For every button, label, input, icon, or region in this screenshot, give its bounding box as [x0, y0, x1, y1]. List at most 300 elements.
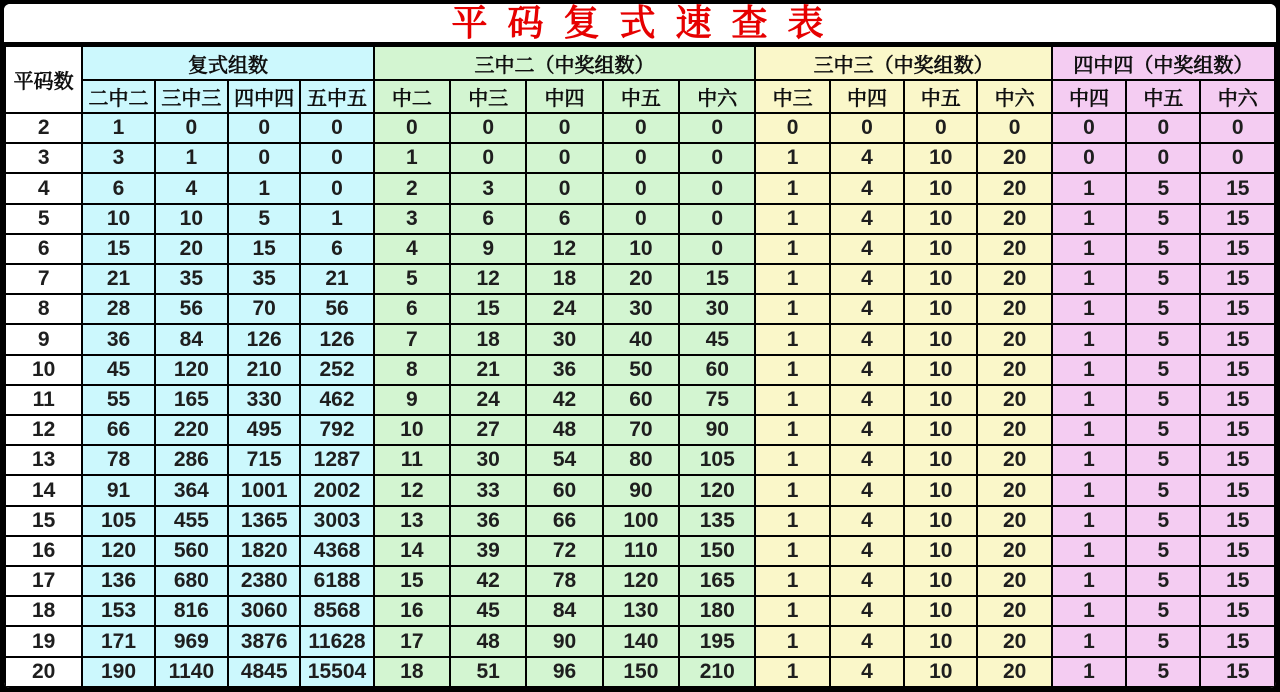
cell-fushi-1: 36	[82, 324, 154, 354]
cell-4zhong4-2: 5	[1126, 566, 1200, 596]
cell-fushi-4: 15504	[300, 657, 373, 687]
cell-fushi-2: 364	[155, 475, 228, 505]
cell-3zhong2-4: 90	[603, 475, 679, 505]
cell-3zhong3-3: 10	[904, 173, 977, 203]
cell-fushi-4: 3003	[300, 506, 373, 536]
cell-4zhong4-2: 5	[1126, 506, 1200, 536]
cell-3zhong2-2: 51	[450, 657, 526, 687]
cell-4zhong4-3: 15	[1200, 324, 1275, 354]
cell-3zhong3-3: 10	[904, 204, 977, 234]
cell-fushi-1: 3	[82, 143, 154, 173]
cell-pingma-count: 9	[5, 324, 82, 354]
cell-3zhong2-3: 12	[526, 234, 602, 264]
cell-3zhong2-4: 120	[603, 566, 679, 596]
col-header-4zhong4-z5: 中五	[1126, 80, 1200, 113]
cell-3zhong2-4: 0	[603, 204, 679, 234]
cell-fushi-4: 0	[300, 113, 373, 143]
cell-3zhong3-2: 4	[830, 324, 904, 354]
cell-3zhong3-4: 20	[977, 234, 1051, 264]
cell-3zhong3-2: 4	[830, 355, 904, 385]
cell-3zhong3-3: 0	[904, 113, 977, 143]
cell-4zhong4-3: 15	[1200, 536, 1275, 566]
cell-3zhong3-2: 4	[830, 294, 904, 324]
cell-fushi-4: 1	[300, 204, 373, 234]
sub-header-row	[5, 80, 1275, 113]
cell-3zhong2-3: 0	[526, 113, 602, 143]
cell-4zhong4-3: 15	[1200, 204, 1275, 234]
table-row	[5, 234, 1275, 264]
group-header-fushi: 复式组数	[82, 46, 373, 80]
cell-3zhong2-5: 90	[679, 415, 755, 445]
cell-fushi-1: 6	[82, 173, 154, 203]
table-row	[5, 173, 1275, 203]
cell-pingma-count: 14	[5, 475, 82, 505]
cell-3zhong3-1: 1	[755, 475, 829, 505]
cell-3zhong3-1: 1	[755, 536, 829, 566]
cell-fushi-4: 11628	[300, 626, 373, 656]
cell-3zhong2-2: 0	[450, 143, 526, 173]
cell-4zhong4-2: 5	[1126, 657, 1200, 687]
col-header-3zhong2-z3: 中三	[450, 80, 526, 113]
cell-fushi-4: 252	[300, 355, 373, 385]
table-row	[5, 596, 1275, 626]
cell-3zhong2-2: 39	[450, 536, 526, 566]
cell-3zhong3-3: 10	[904, 657, 977, 687]
cell-3zhong2-5: 0	[679, 173, 755, 203]
cell-3zhong3-3: 10	[904, 415, 977, 445]
cell-3zhong2-3: 78	[526, 566, 602, 596]
cell-fushi-3: 330	[228, 385, 300, 415]
cell-pingma-count: 11	[5, 385, 82, 415]
group-header-3zhong2: 三中二（中奖组数）	[374, 46, 756, 80]
cell-fushi-4: 1287	[300, 445, 373, 475]
cell-4zhong4-3: 15	[1200, 355, 1275, 385]
col-header-3zhong2-z4: 中四	[526, 80, 602, 113]
cell-3zhong2-3: 60	[526, 475, 602, 505]
cell-fushi-4: 6	[300, 234, 373, 264]
table-row	[5, 626, 1275, 656]
cell-3zhong3-1: 1	[755, 415, 829, 445]
cell-3zhong2-3: 18	[526, 264, 602, 294]
cell-3zhong3-3: 10	[904, 445, 977, 475]
cell-fushi-2: 455	[155, 506, 228, 536]
cell-3zhong2-4: 140	[603, 626, 679, 656]
cell-fushi-1: 91	[82, 475, 154, 505]
cell-4zhong4-3: 0	[1200, 113, 1275, 143]
cell-3zhong3-2: 4	[830, 506, 904, 536]
cell-fushi-2: 1	[155, 143, 228, 173]
cell-3zhong3-4: 20	[977, 264, 1051, 294]
cell-fushi-1: 136	[82, 566, 154, 596]
table-row	[5, 415, 1275, 445]
table-row	[5, 355, 1275, 385]
cell-3zhong2-3: 72	[526, 536, 602, 566]
cell-3zhong2-2: 3	[450, 173, 526, 203]
cell-3zhong2-4: 100	[603, 506, 679, 536]
cell-4zhong4-3: 15	[1200, 657, 1275, 687]
cell-3zhong3-2: 4	[830, 626, 904, 656]
col-header-4zhong4-z4: 中四	[1052, 80, 1126, 113]
cell-3zhong2-1: 12	[374, 475, 450, 505]
col-header-3zhong3-z3: 中三	[755, 80, 829, 113]
cell-fushi-4: 2002	[300, 475, 373, 505]
cell-fushi-1: 28	[82, 294, 154, 324]
cell-3zhong3-4: 20	[977, 415, 1051, 445]
cell-fushi-3: 3060	[228, 596, 300, 626]
cell-3zhong3-3: 10	[904, 536, 977, 566]
cell-4zhong4-1: 1	[1052, 173, 1126, 203]
cell-3zhong2-1: 6	[374, 294, 450, 324]
cell-fushi-2: 220	[155, 415, 228, 445]
cell-4zhong4-2: 5	[1126, 385, 1200, 415]
cell-fushi-3: 5	[228, 204, 300, 234]
cell-3zhong2-1: 16	[374, 596, 450, 626]
cell-fushi-3: 495	[228, 415, 300, 445]
cell-fushi-3: 2380	[228, 566, 300, 596]
cell-3zhong3-4: 20	[977, 204, 1051, 234]
cell-4zhong4-1: 1	[1052, 566, 1126, 596]
cell-3zhong2-5: 105	[679, 445, 755, 475]
cell-3zhong3-1: 1	[755, 173, 829, 203]
col-header-3zhong3-z4: 中四	[830, 80, 904, 113]
table-row	[5, 264, 1275, 294]
cell-3zhong3-3: 10	[904, 385, 977, 415]
cell-fushi-2: 286	[155, 445, 228, 475]
cell-3zhong2-3: 0	[526, 173, 602, 203]
cell-3zhong3-1: 1	[755, 657, 829, 687]
cell-pingma-count: 13	[5, 445, 82, 475]
cell-3zhong2-1: 0	[374, 113, 450, 143]
cell-pingma-count: 18	[5, 596, 82, 626]
cell-3zhong2-2: 12	[450, 264, 526, 294]
cell-fushi-2: 56	[155, 294, 228, 324]
cell-3zhong3-1: 0	[755, 113, 829, 143]
cell-3zhong2-1: 18	[374, 657, 450, 687]
cell-4zhong4-2: 5	[1126, 204, 1200, 234]
cell-3zhong2-3: 54	[526, 445, 602, 475]
cell-3zhong3-4: 20	[977, 536, 1051, 566]
cell-fushi-2: 560	[155, 536, 228, 566]
cell-4zhong4-2: 5	[1126, 355, 1200, 385]
cell-fushi-2: 10	[155, 204, 228, 234]
cell-3zhong2-1: 1	[374, 143, 450, 173]
table-row	[5, 506, 1275, 536]
cell-3zhong3-2: 0	[830, 113, 904, 143]
cell-fushi-1: 190	[82, 657, 154, 687]
cell-3zhong2-1: 14	[374, 536, 450, 566]
cell-4zhong4-2: 5	[1126, 536, 1200, 566]
cell-3zhong2-5: 195	[679, 626, 755, 656]
cell-3zhong2-4: 30	[603, 294, 679, 324]
cell-3zhong2-4: 130	[603, 596, 679, 626]
cell-3zhong3-2: 4	[830, 596, 904, 626]
cell-3zhong2-4: 70	[603, 415, 679, 445]
cell-4zhong4-3: 15	[1200, 566, 1275, 596]
cell-3zhong2-4: 80	[603, 445, 679, 475]
cell-fushi-3: 715	[228, 445, 300, 475]
cell-4zhong4-1: 1	[1052, 204, 1126, 234]
cell-pingma-count: 4	[5, 173, 82, 203]
cell-3zhong2-1: 9	[374, 385, 450, 415]
cell-3zhong3-1: 1	[755, 264, 829, 294]
cell-3zhong2-4: 0	[603, 173, 679, 203]
cell-fushi-2: 165	[155, 385, 228, 415]
cell-4zhong4-2: 5	[1126, 415, 1200, 445]
cell-3zhong3-2: 4	[830, 445, 904, 475]
cell-fushi-2: 969	[155, 626, 228, 656]
cell-fushi-2: 20	[155, 234, 228, 264]
cell-3zhong2-5: 0	[679, 143, 755, 173]
cell-3zhong3-3: 10	[904, 506, 977, 536]
cell-fushi-4: 792	[300, 415, 373, 445]
cell-3zhong2-5: 0	[679, 204, 755, 234]
table-row	[5, 324, 1275, 354]
cell-4zhong4-3: 0	[1200, 143, 1275, 173]
cell-fushi-3: 0	[228, 113, 300, 143]
cell-fushi-2: 0	[155, 113, 228, 143]
cell-4zhong4-3: 15	[1200, 173, 1275, 203]
cell-4zhong4-1: 0	[1052, 143, 1126, 173]
cell-3zhong2-3: 84	[526, 596, 602, 626]
cell-3zhong3-2: 4	[830, 143, 904, 173]
table-row	[5, 566, 1275, 596]
cell-4zhong4-2: 5	[1126, 596, 1200, 626]
cell-3zhong2-2: 48	[450, 626, 526, 656]
cell-3zhong3-2: 4	[830, 204, 904, 234]
cell-3zhong2-4: 60	[603, 385, 679, 415]
group-header-4zhong4: 四中四（中奖组数）	[1052, 46, 1275, 80]
cell-4zhong4-3: 15	[1200, 234, 1275, 264]
cell-fushi-1: 120	[82, 536, 154, 566]
cell-3zhong2-1: 11	[374, 445, 450, 475]
cell-3zhong3-2: 4	[830, 234, 904, 264]
cell-3zhong2-4: 0	[603, 143, 679, 173]
cell-3zhong2-3: 90	[526, 626, 602, 656]
cell-3zhong2-2: 30	[450, 445, 526, 475]
col-header-fushi-5z5: 五中五	[300, 80, 373, 113]
cell-fushi-3: 0	[228, 143, 300, 173]
cell-3zhong3-4: 20	[977, 475, 1051, 505]
cell-3zhong3-1: 1	[755, 324, 829, 354]
cell-fushi-1: 55	[82, 385, 154, 415]
cell-4zhong4-3: 15	[1200, 264, 1275, 294]
cell-fushi-4: 21	[300, 264, 373, 294]
page-title: 平 码 复 式 速 查 表	[451, 2, 829, 43]
cell-4zhong4-2: 5	[1126, 173, 1200, 203]
cell-3zhong3-2: 4	[830, 536, 904, 566]
cell-3zhong2-3: 0	[526, 143, 602, 173]
cell-fushi-2: 1140	[155, 657, 228, 687]
cell-3zhong2-5: 210	[679, 657, 755, 687]
cell-fushi-3: 70	[228, 294, 300, 324]
cell-3zhong3-4: 20	[977, 355, 1051, 385]
cell-fushi-4: 0	[300, 143, 373, 173]
cell-pingma-count: 3	[5, 143, 82, 173]
cell-3zhong2-5: 60	[679, 355, 755, 385]
cell-3zhong3-4: 20	[977, 626, 1051, 656]
cell-3zhong2-4: 150	[603, 657, 679, 687]
cell-3zhong2-2: 18	[450, 324, 526, 354]
title-band	[4, 4, 1276, 45]
cell-3zhong2-2: 9	[450, 234, 526, 264]
cell-fushi-4: 126	[300, 324, 373, 354]
cell-fushi-3: 1820	[228, 536, 300, 566]
cell-3zhong2-2: 42	[450, 566, 526, 596]
cell-4zhong4-1: 1	[1052, 385, 1126, 415]
cell-3zhong2-2: 21	[450, 355, 526, 385]
cell-3zhong3-1: 1	[755, 596, 829, 626]
cell-3zhong3-3: 10	[904, 324, 977, 354]
cell-4zhong4-1: 1	[1052, 475, 1126, 505]
cell-3zhong3-2: 4	[830, 415, 904, 445]
table-row	[5, 385, 1275, 415]
cell-3zhong2-1: 8	[374, 355, 450, 385]
cell-pingma-count: 16	[5, 536, 82, 566]
lookup-table	[4, 45, 1276, 688]
cell-3zhong3-3: 10	[904, 264, 977, 294]
cell-3zhong2-3: 36	[526, 355, 602, 385]
cell-fushi-1: 1	[82, 113, 154, 143]
cell-fushi-2: 680	[155, 566, 228, 596]
cell-fushi-4: 8568	[300, 596, 373, 626]
cell-4zhong4-1: 1	[1052, 596, 1126, 626]
cell-3zhong2-2: 33	[450, 475, 526, 505]
cell-3zhong3-1: 1	[755, 506, 829, 536]
cell-3zhong3-3: 10	[904, 234, 977, 264]
cell-4zhong4-3: 15	[1200, 445, 1275, 475]
cell-4zhong4-1: 1	[1052, 355, 1126, 385]
cell-3zhong2-5: 15	[679, 264, 755, 294]
cell-3zhong3-3: 10	[904, 596, 977, 626]
cell-3zhong3-2: 4	[830, 264, 904, 294]
cell-fushi-3: 1001	[228, 475, 300, 505]
cell-4zhong4-1: 1	[1052, 415, 1126, 445]
cell-4zhong4-1: 1	[1052, 234, 1126, 264]
cell-3zhong2-4: 0	[603, 113, 679, 143]
cell-3zhong2-1: 7	[374, 324, 450, 354]
cell-4zhong4-3: 15	[1200, 415, 1275, 445]
cell-4zhong4-1: 1	[1052, 264, 1126, 294]
cell-3zhong2-5: 75	[679, 385, 755, 415]
cell-fushi-1: 21	[82, 264, 154, 294]
cell-3zhong2-3: 24	[526, 294, 602, 324]
cell-4zhong4-1: 0	[1052, 113, 1126, 143]
cell-fushi-4: 4368	[300, 536, 373, 566]
cell-3zhong2-4: 10	[603, 234, 679, 264]
cell-3zhong2-5: 165	[679, 566, 755, 596]
cell-pingma-count: 12	[5, 415, 82, 445]
col-header-3zhong3-z6: 中六	[977, 80, 1051, 113]
cell-3zhong2-1: 3	[374, 204, 450, 234]
cell-fushi-2: 84	[155, 324, 228, 354]
cell-3zhong2-1: 5	[374, 264, 450, 294]
cell-3zhong3-3: 10	[904, 143, 977, 173]
table-row	[5, 445, 1275, 475]
cell-fushi-4: 56	[300, 294, 373, 324]
cell-fushi-3: 1365	[228, 506, 300, 536]
cell-4zhong4-3: 15	[1200, 506, 1275, 536]
col-header-fushi-4z4: 四中四	[228, 80, 300, 113]
cell-4zhong4-1: 1	[1052, 294, 1126, 324]
cell-4zhong4-1: 1	[1052, 324, 1126, 354]
cell-4zhong4-1: 1	[1052, 506, 1126, 536]
group-header-row	[5, 46, 1275, 80]
cell-3zhong2-5: 135	[679, 506, 755, 536]
cell-4zhong4-2: 5	[1126, 294, 1200, 324]
cell-3zhong2-2: 45	[450, 596, 526, 626]
cell-3zhong2-5: 0	[679, 113, 755, 143]
cell-4zhong4-1: 1	[1052, 445, 1126, 475]
cell-fushi-1: 153	[82, 596, 154, 626]
cell-3zhong3-2: 4	[830, 475, 904, 505]
cell-fushi-3: 210	[228, 355, 300, 385]
cell-fushi-2: 120	[155, 355, 228, 385]
cell-fushi-3: 126	[228, 324, 300, 354]
cell-3zhong3-3: 10	[904, 566, 977, 596]
cell-3zhong2-2: 24	[450, 385, 526, 415]
cell-4zhong4-2: 5	[1126, 626, 1200, 656]
col-header-pingmashu: 平码数	[5, 46, 82, 113]
cell-3zhong2-3: 42	[526, 385, 602, 415]
cell-3zhong2-5: 180	[679, 596, 755, 626]
cell-3zhong2-3: 96	[526, 657, 602, 687]
table-row	[5, 657, 1275, 687]
cell-3zhong3-1: 1	[755, 294, 829, 324]
cell-fushi-4: 462	[300, 385, 373, 415]
cell-3zhong2-3: 66	[526, 506, 602, 536]
cell-3zhong2-4: 110	[603, 536, 679, 566]
cell-pingma-count: 2	[5, 113, 82, 143]
cell-3zhong2-5: 30	[679, 294, 755, 324]
cell-4zhong4-2: 0	[1126, 143, 1200, 173]
cell-4zhong4-2: 5	[1126, 324, 1200, 354]
cell-3zhong3-4: 20	[977, 385, 1051, 415]
cell-fushi-2: 35	[155, 264, 228, 294]
cell-fushi-2: 816	[155, 596, 228, 626]
table-row	[5, 475, 1275, 505]
cell-3zhong3-1: 1	[755, 626, 829, 656]
cell-3zhong2-2: 6	[450, 204, 526, 234]
cell-3zhong3-1: 1	[755, 204, 829, 234]
cell-3zhong2-4: 50	[603, 355, 679, 385]
cell-fushi-2: 4	[155, 173, 228, 203]
cell-fushi-3: 1	[228, 173, 300, 203]
cell-pingma-count: 7	[5, 264, 82, 294]
cell-4zhong4-2: 5	[1126, 264, 1200, 294]
cell-3zhong3-3: 10	[904, 475, 977, 505]
cell-fushi-1: 171	[82, 626, 154, 656]
cell-3zhong3-1: 1	[755, 143, 829, 173]
cell-3zhong3-2: 4	[830, 385, 904, 415]
cell-3zhong3-4: 20	[977, 143, 1051, 173]
cell-3zhong3-4: 20	[977, 657, 1051, 687]
cell-3zhong3-3: 10	[904, 626, 977, 656]
cell-3zhong3-1: 1	[755, 355, 829, 385]
cell-3zhong3-2: 4	[830, 657, 904, 687]
cell-fushi-1: 105	[82, 506, 154, 536]
col-header-fushi-3z3: 三中三	[155, 80, 228, 113]
cell-3zhong3-4: 20	[977, 445, 1051, 475]
cell-4zhong4-2: 5	[1126, 445, 1200, 475]
table-row	[5, 143, 1275, 173]
col-header-3zhong2-z5: 中五	[603, 80, 679, 113]
cell-3zhong3-3: 10	[904, 355, 977, 385]
cell-3zhong2-3: 6	[526, 204, 602, 234]
cell-3zhong3-4: 20	[977, 596, 1051, 626]
cell-pingma-count: 15	[5, 506, 82, 536]
cell-4zhong4-2: 5	[1126, 234, 1200, 264]
col-header-3zhong2-z2: 中二	[374, 80, 450, 113]
